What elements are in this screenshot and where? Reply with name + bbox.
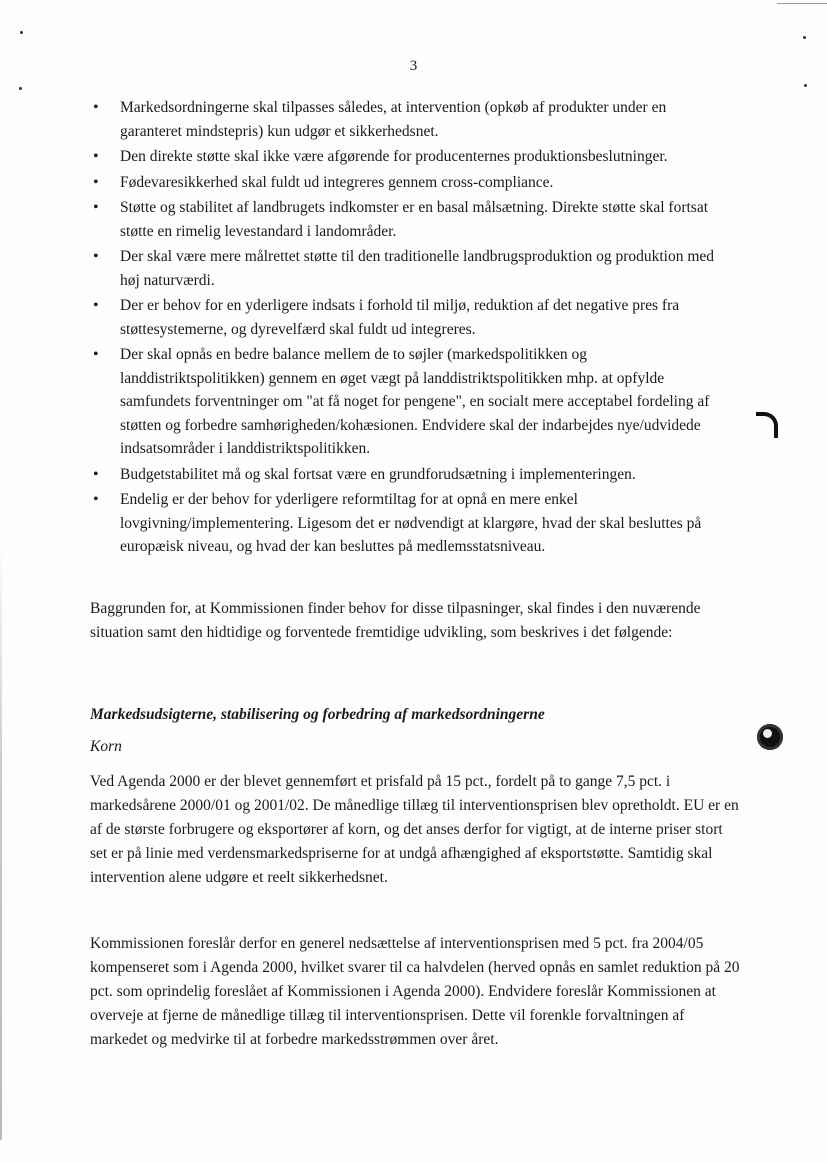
list-item [0, 343, 827, 461]
intro-paragraph: Baggrunden for, at Kommissionen finder behov for disse tilpasninger, skal findes i den nuværende situation samt den hidtidige og forventede fremtidige udvikling, som beskrives i det følgende: [90, 600, 701, 641]
bullet-icon: • [93, 346, 99, 363]
list-item [0, 463, 827, 487]
list-item [0, 245, 827, 292]
list-item-text: Der skal være mere målrettet støtte til den traditionelle landbrugsproduktion og produktion med høj naturværdi. [120, 248, 715, 289]
scan-speck [20, 31, 23, 34]
bullet-list [0, 96, 827, 561]
page-number: 3 [409, 58, 418, 74]
scan-speck [803, 36, 806, 39]
bullet-icon: • [93, 465, 99, 483]
binder-hole-icon [757, 724, 783, 750]
list-item [0, 488, 827, 559]
list-item [0, 96, 827, 143]
list-item-text: Markedsordningerne skal tilpasses således, at intervention (opkøb af produkter under en garanteret mindstepris) kun udgør et sikkerhedsnet. [120, 99, 667, 140]
bullet-icon: • [93, 99, 99, 116]
scan-top-rule [777, 3, 827, 4]
list-item [0, 145, 827, 169]
list-item-text: Støtte og stabilitet af landbrugets indkomster er en basal målsætning. Direkte støtte skal fortsat støtte en rimelig levestandard i landområder. [120, 199, 709, 240]
list-item-text: Der er behov for en yderligere indsats i forhold til miljø, reduktion af det negative pres fra støttesystemerne, og dyrevelfærd skal fuldt ud integreres. [120, 297, 680, 338]
list-item-text: Der skal opnås en bedre balance mellem de to søjler (markedspolitikken og landdistriktspolitikken) gennem en øget vægt på landdistriktspolitikken mhp. at opfylde samfundets forventninger om "at få noget for pengene", en socialt mere acceptabel fordeling af støtten og forbedre samhørigheden/kohæsionen. Endvidere skal der indarbejdes nye/udvidede indsatsområder i landdistriktspolitikken. [120, 346, 710, 457]
list-item [0, 171, 827, 195]
list-item-text: Fødevaresikkerhed skal fuldt ud integreres gennem cross-compliance. [120, 173, 554, 191]
section-heading: Markedsudsigterne, stabilisering og forbedring af markedsordningerne [90, 706, 545, 723]
list-item-text: Endelig er der behov for yderligere reformtiltag for at opnå en mere enkel lovgivning/implementering. Ligesom det er nødvendigt at klargøre, hvad der skal besluttes på europæisk niveau, og hvad der kan besluttes på medlemsstatsniveau. [120, 491, 702, 555]
list-item-text: Budgetstabilitet må og skal fortsat være en grundforudsætning i implementeringen. [120, 465, 636, 483]
bullet-icon: • [93, 297, 99, 314]
bullet-icon: • [93, 148, 99, 165]
list-item [0, 294, 827, 341]
bullet-icon: • [93, 248, 99, 265]
bullet-icon: • [93, 173, 99, 191]
scan-speck [804, 84, 807, 87]
list-item [0, 196, 827, 243]
list-item-text: Den direkte støtte skal ikke være afgørende for producenternes produktionsbeslutninger. [120, 148, 668, 165]
scan-speck [19, 87, 22, 90]
scan-left-edge [0, 540, 2, 1140]
subsection-heading: Korn [90, 738, 122, 755]
bullet-icon: • [93, 491, 99, 508]
body-paragraph: Kommissionen foreslår derfor en generel nedsættelse af interventionsprisen med 5 pct. fra 2004/05 kompenseret som i Agenda 2000, hvilket svarer til ca halvdelen (herved opnås en samlet reduktion på 20 pct. som oprindelig foreslået af Kommissionen i Agenda 2000). Endvidere foreslår Kommissionen at overveje at fjerne de månedlige tillæg til interventionsprisen. Dette vil forenkle forvaltningen af markedet og medvirke til at forbedre markedsstrømmen over året. [90, 935, 740, 1048]
body-paragraph: Ved Agenda 2000 er der blevet gennemført et prisfald på 15 pct., fordelt på to gange 7,5 pct. i markedsårene 2000/01 og 2001/02. De månedlige tillæg til interventionsprisen blev opretholdt. EU er en af de største forbrugere og eksportører af korn, og det anses derfor for vigtigt, at de interne priser stort set er på linie med verdensmarkedspriserne for at undgå afhængighed af eksportstøtte. Samtidig skal intervention alene udgøre et reelt sikkerhedsnet. [90, 773, 739, 886]
bullet-icon: • [93, 199, 99, 216]
